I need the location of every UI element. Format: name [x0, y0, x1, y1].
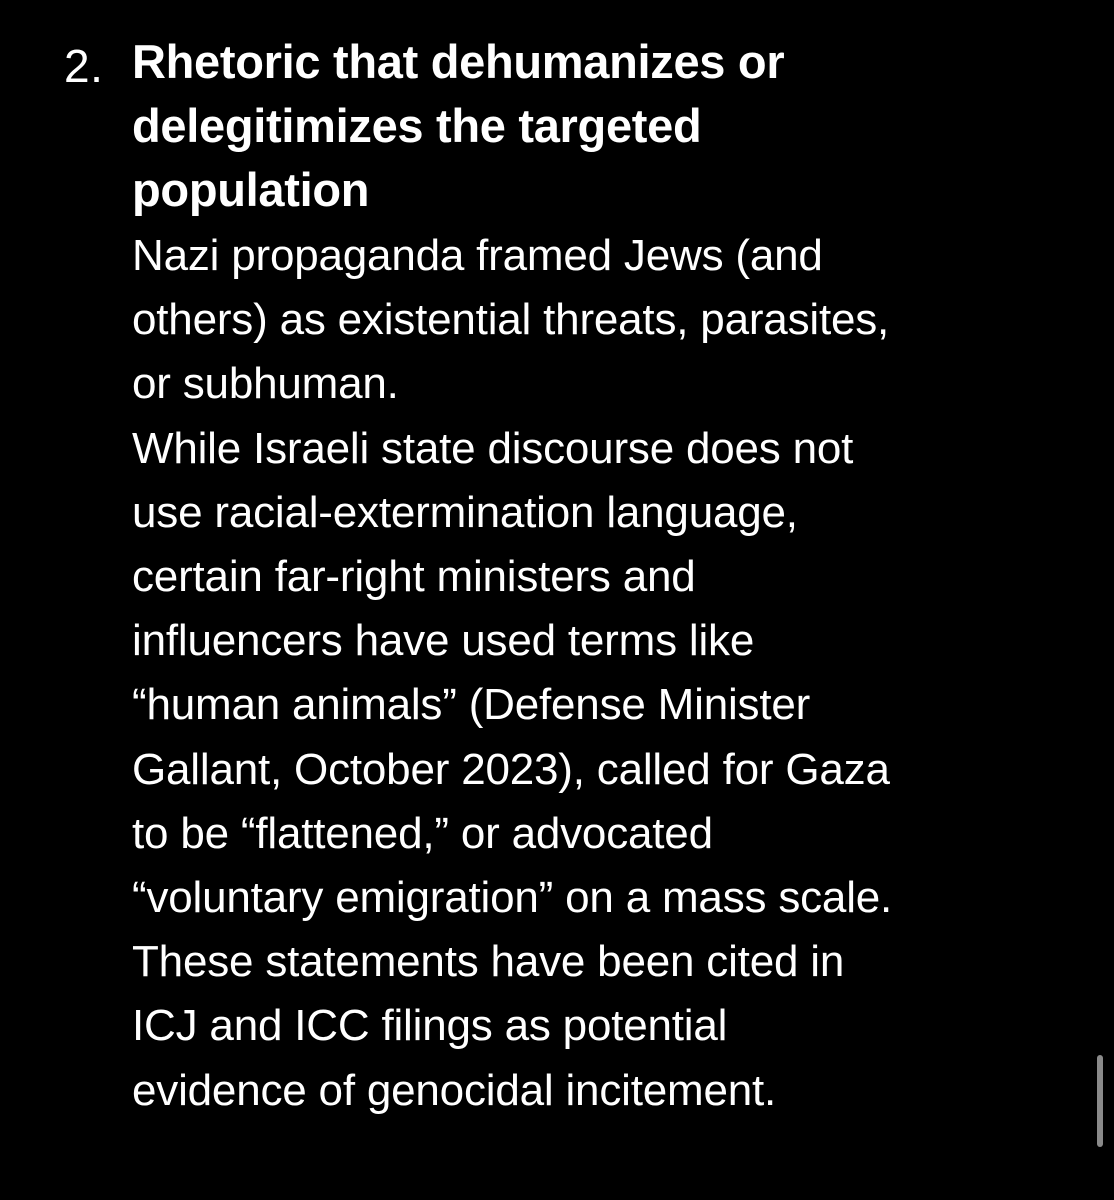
body-line: use racial-extermination language, — [132, 487, 798, 537]
heading-line: Rhetoric that dehumanizes or — [132, 35, 785, 88]
body-line: others) as existential threats, parasites, — [132, 295, 890, 345]
body-line: While Israeli state discourse does not — [132, 423, 854, 473]
heading-line: population — [132, 163, 370, 216]
scrollbar-thumb[interactable] — [1097, 1055, 1103, 1147]
body-line: to be “flattened,” or advocated — [132, 808, 713, 858]
body-line: evidence of genocidal incitement. — [132, 1065, 777, 1115]
body-line: Gallant, October 2023), called for Gaza — [132, 744, 890, 794]
heading-line: delegitimizes the targeted — [132, 99, 702, 152]
list-item-heading — [132, 30, 1082, 222]
body-line: influencers have used terms like — [132, 616, 755, 666]
body-line: or subhuman. — [132, 359, 399, 409]
body-line: “human animals” (Defense Minister — [132, 680, 811, 730]
body-line: certain far-right ministers and — [132, 552, 696, 602]
list-item-body — [132, 30, 1082, 1123]
body-line: ICJ and ICC filings as potential — [132, 1001, 728, 1051]
body-line: Nazi propaganda framed Jews (and — [132, 231, 823, 280]
body-line: “voluntary emigration” on a mass scale. — [132, 873, 893, 923]
body-line: These statements have been cited in — [132, 937, 845, 987]
list-item-paragraph — [132, 224, 1082, 1123]
list-item-number: 2. — [64, 40, 104, 92]
